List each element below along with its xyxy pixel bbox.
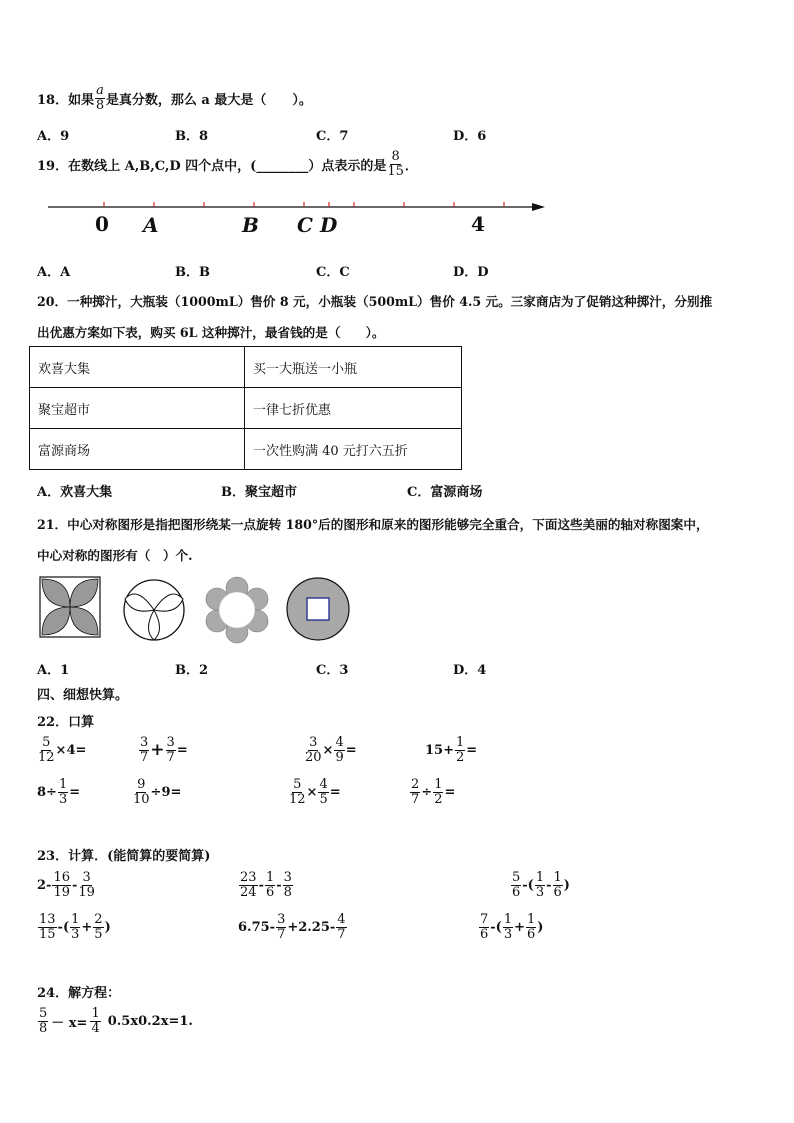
number-line-label-c: C [297, 213, 313, 237]
q20-stem-line2: 出优惠方案如下表，购买 6L 这种掷汁，最省钱的是（ ）。 [37, 325, 385, 340]
q23-title: 23．计算．(能简算的要简算) [37, 849, 211, 864]
q18-stem: 18．如果 $\frac{a}{8}$ 是真分数，那么 a 最大是（ ）。 [37, 83, 312, 113]
q20-option-c[interactable]: C．富源商场 [407, 485, 483, 500]
q18-option-a[interactable]: A．9 [37, 129, 70, 144]
q21-figures [37, 575, 357, 647]
q22-item-3: $\frac{3}{20}$ × $\frac{4}{9}$ = [305, 735, 357, 765]
q18-option-c[interactable]: C．7 [316, 129, 349, 144]
q21-option-b[interactable]: B．2 [175, 663, 209, 678]
table-cell: 聚宝超市 [30, 388, 245, 429]
q18-option-b[interactable]: B．8 [175, 129, 209, 144]
q22-item-7: $\frac{5}{12}$ × $\frac{4}{5}$ = [289, 777, 341, 807]
q24-title: 24．解方程： [37, 986, 121, 1001]
q22-item-2: $\frac{3}{7}$ + $\frac{3}{7}$ = [140, 735, 188, 765]
q22-item-5: 8÷ $\frac{1}{3}$ = [37, 777, 81, 807]
q19-option-b[interactable]: B．B [175, 265, 210, 280]
number-line-label-a: A [143, 213, 159, 237]
table-row [30, 429, 462, 470]
number-line-label-b: B [242, 213, 259, 237]
table-row [30, 388, 462, 429]
q21-stem-line1: 21．中心对称图形是指把图形绕某一点旋转 180°后的图形和原来的图形能够完全重合，下面这些美丽的轴对称图案中， [37, 517, 709, 532]
q21-option-c[interactable]: C．3 [316, 663, 349, 678]
q21-option-d[interactable]: D．4 [453, 663, 487, 678]
flower-figure [206, 577, 268, 643]
q23-expr-6: $\frac{7}{6}$ -( $\frac{1}{3}$ + $\frac{1}{6}$ ) [480, 912, 544, 942]
q20-option-a[interactable]: A．欢喜大集 [37, 485, 113, 500]
q21-option-a[interactable]: A．1 [37, 663, 70, 678]
q21-stem-line2: 中心对称的图形有（ ）个. [37, 548, 193, 563]
q20-offer-table [29, 346, 462, 470]
number-line-label-0: 0 [95, 212, 109, 236]
table-cell: 一律七折优惠 [245, 388, 462, 429]
q23-expr-4: $\frac{13}{15}$ -( $\frac{1}{3}$ + $\frac{2}{5}$ ) [39, 912, 111, 942]
table-row [30, 347, 462, 388]
q23-expr-5: 6.75- $\frac{3}{7}$ +2.25- $\frac{4}{7}$ [238, 912, 346, 942]
table-cell: 一次性购满 40 元打六五折 [245, 429, 462, 470]
q22-title: 22．口算 [37, 715, 95, 730]
section-four-title: 四、细想快算。 [37, 688, 129, 703]
q24-equations: $\frac{5}{8}$ － x= $\frac{1}{4}$ 0.5x0.2x=1. [39, 1006, 193, 1036]
q18-option-d[interactable]: D．6 [453, 129, 487, 144]
q20-stem-line1: 20．一种掷汁，大瓶装（1000mL）售价 8 元，小瓶装（500mL）售价 4.5 元。三家商店为了促销这种掷汁，分别推 [37, 294, 713, 309]
q20-option-b[interactable]: B．聚宝超市 [221, 485, 297, 500]
q22-item-4: 15+ $\frac{1}{2}$ = [425, 735, 478, 765]
circle-three-petal-figure [124, 580, 184, 640]
coin-figure [287, 578, 349, 640]
q22-item-8: $\frac{2}{7}$ ÷ $\frac{1}{2}$ = [411, 777, 456, 807]
square-petal-figure [40, 577, 100, 637]
q23-expr-2: $\frac{23}{24}$ - $\frac{1}{6}$ - $\frac{3}{8}$ [240, 870, 292, 900]
q22-item-6: $\frac{9}{10}$ ÷9= [133, 777, 182, 807]
q22-item-1: $\frac{5}{12}$ ×4= [38, 735, 87, 765]
number-line-label-d: D [320, 213, 338, 237]
table-cell: 富源商场 [30, 429, 245, 470]
q19-option-d[interactable]: D．D [453, 265, 489, 280]
number-line-label-4: 4 [471, 212, 485, 236]
q23-expr-3: $\frac{5}{6}$ -( $\frac{1}{3}$ - $\frac{1}{6}$ ) [512, 870, 570, 900]
q19-option-a[interactable]: A．A [37, 265, 71, 280]
table-cell: 欢喜大集 [30, 347, 245, 388]
q23-expr-1: 2- $\frac{16}{19}$ - $\frac{3}{19}$ [37, 870, 95, 900]
q19-stem: 19．在数线上 A,B,C,D 四个点中，(________）点表示的是 $\frac{8}{15}$ ． [37, 149, 418, 179]
q19-option-c[interactable]: C．C [316, 265, 350, 280]
table-cell: 买一大瓶送一小瓶 [245, 347, 462, 388]
